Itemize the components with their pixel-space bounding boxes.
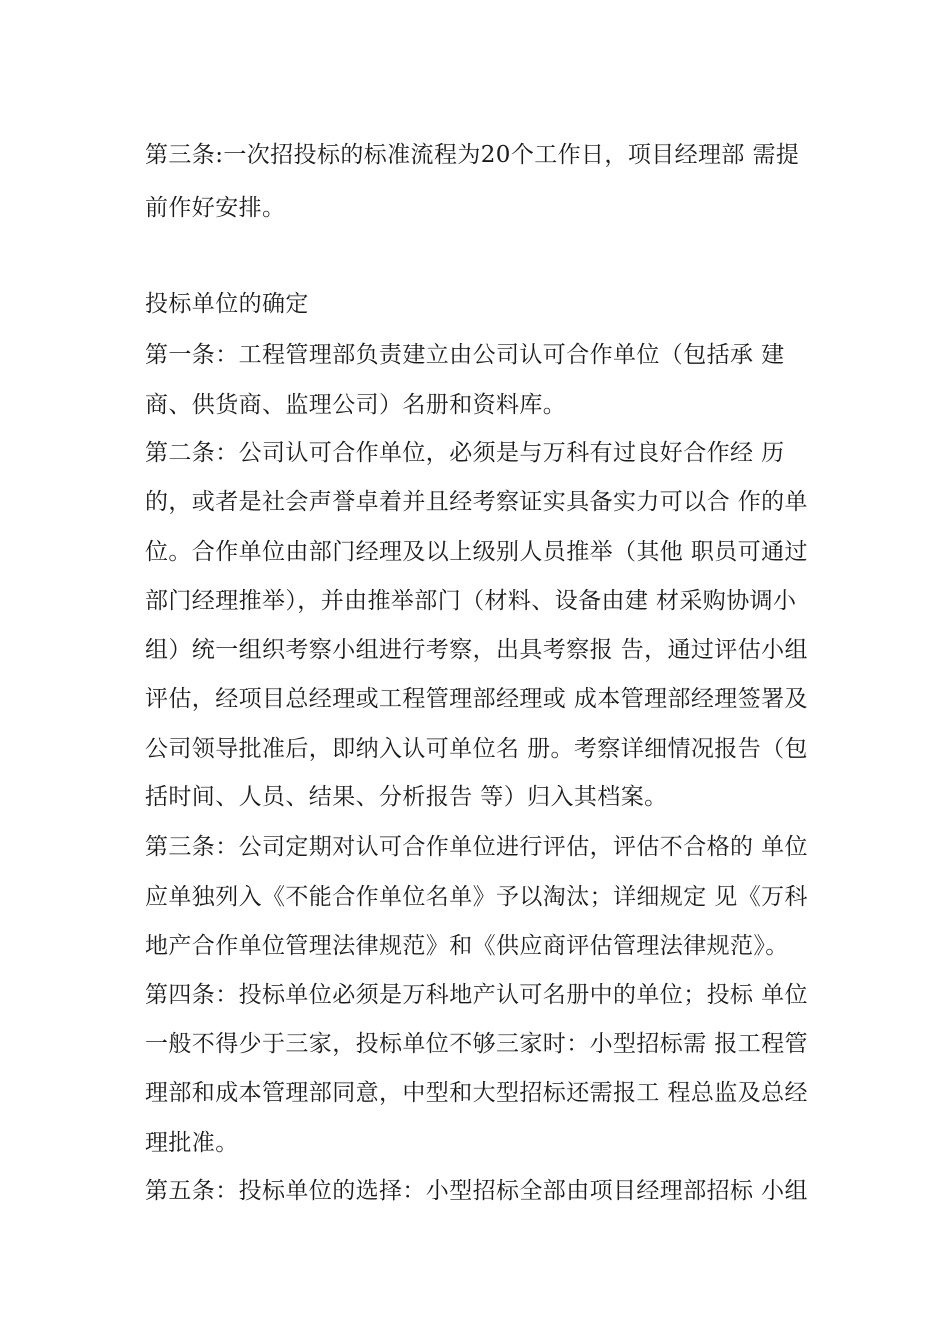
- text-line: 一般不得少于三家，投标单位不够三家时：小型招标需 报工程管: [145, 1031, 808, 1057]
- text-line: 理批准。: [145, 1130, 239, 1156]
- text-line: 第一条：工程管理部负责建立由公司认可合作单位（包括承 建: [145, 342, 785, 368]
- text-line: 部门经理推举），并由推举部门（材料、设备由建 材采购协调小: [145, 588, 797, 614]
- text-line: 第二条：公司认可合作单位，必须是与万科有过良好合作经 历: [145, 440, 785, 466]
- text-line: 评估，经项目总经理或工程管理部经理或 成本管理部经理签署及: [145, 686, 808, 712]
- text-line: 第五条：投标单位的选择：小型招标全部由项目经理部招标 小组: [145, 1178, 808, 1204]
- section-heading: 投标单位的确定: [145, 291, 309, 317]
- text-line: 商、供货商、监理公司）名册和资料库。: [145, 392, 567, 418]
- text-line: 地产合作单位管理法律规范》和《供应商评估管理法律规范》。: [145, 933, 789, 959]
- text-line: 第四条：投标单位必须是万科地产认可名册中的单位；投标 单位: [145, 982, 808, 1008]
- text-line: 应单独列入《不能合作单位名单》予以淘汰；详细规定 见《万科: [145, 884, 808, 910]
- text-line: 括时间、人员、结果、分析报告 等）归入其档案。: [145, 784, 668, 810]
- text-line: 第三条：公司定期对认可合作单位进行评估，评估不合格的 单位: [145, 834, 808, 860]
- text-line: 第三条:一次招投标的标准流程为20个工作日，项目经理部 需提: [145, 142, 800, 168]
- text-line: 公司领导批准后，即纳入认可单位名 册。考察详细情况报告（包: [145, 736, 808, 762]
- text-line: 前作好安排。: [145, 195, 286, 221]
- text-line: 理部和成本管理部同意，中型和大型招标还需报工 程总监及总经: [145, 1080, 808, 1106]
- text-line: 的，或者是社会声誉卓着并且经考察证实具备实力可以合 作的单: [145, 489, 808, 515]
- text-line: 组）统一组织考察小组进行考察，出具考察报 告，通过评估小组: [145, 637, 808, 663]
- text-line: 位。合作单位由部门经理及以上级别人员推举（其他 职员可通过: [145, 539, 808, 565]
